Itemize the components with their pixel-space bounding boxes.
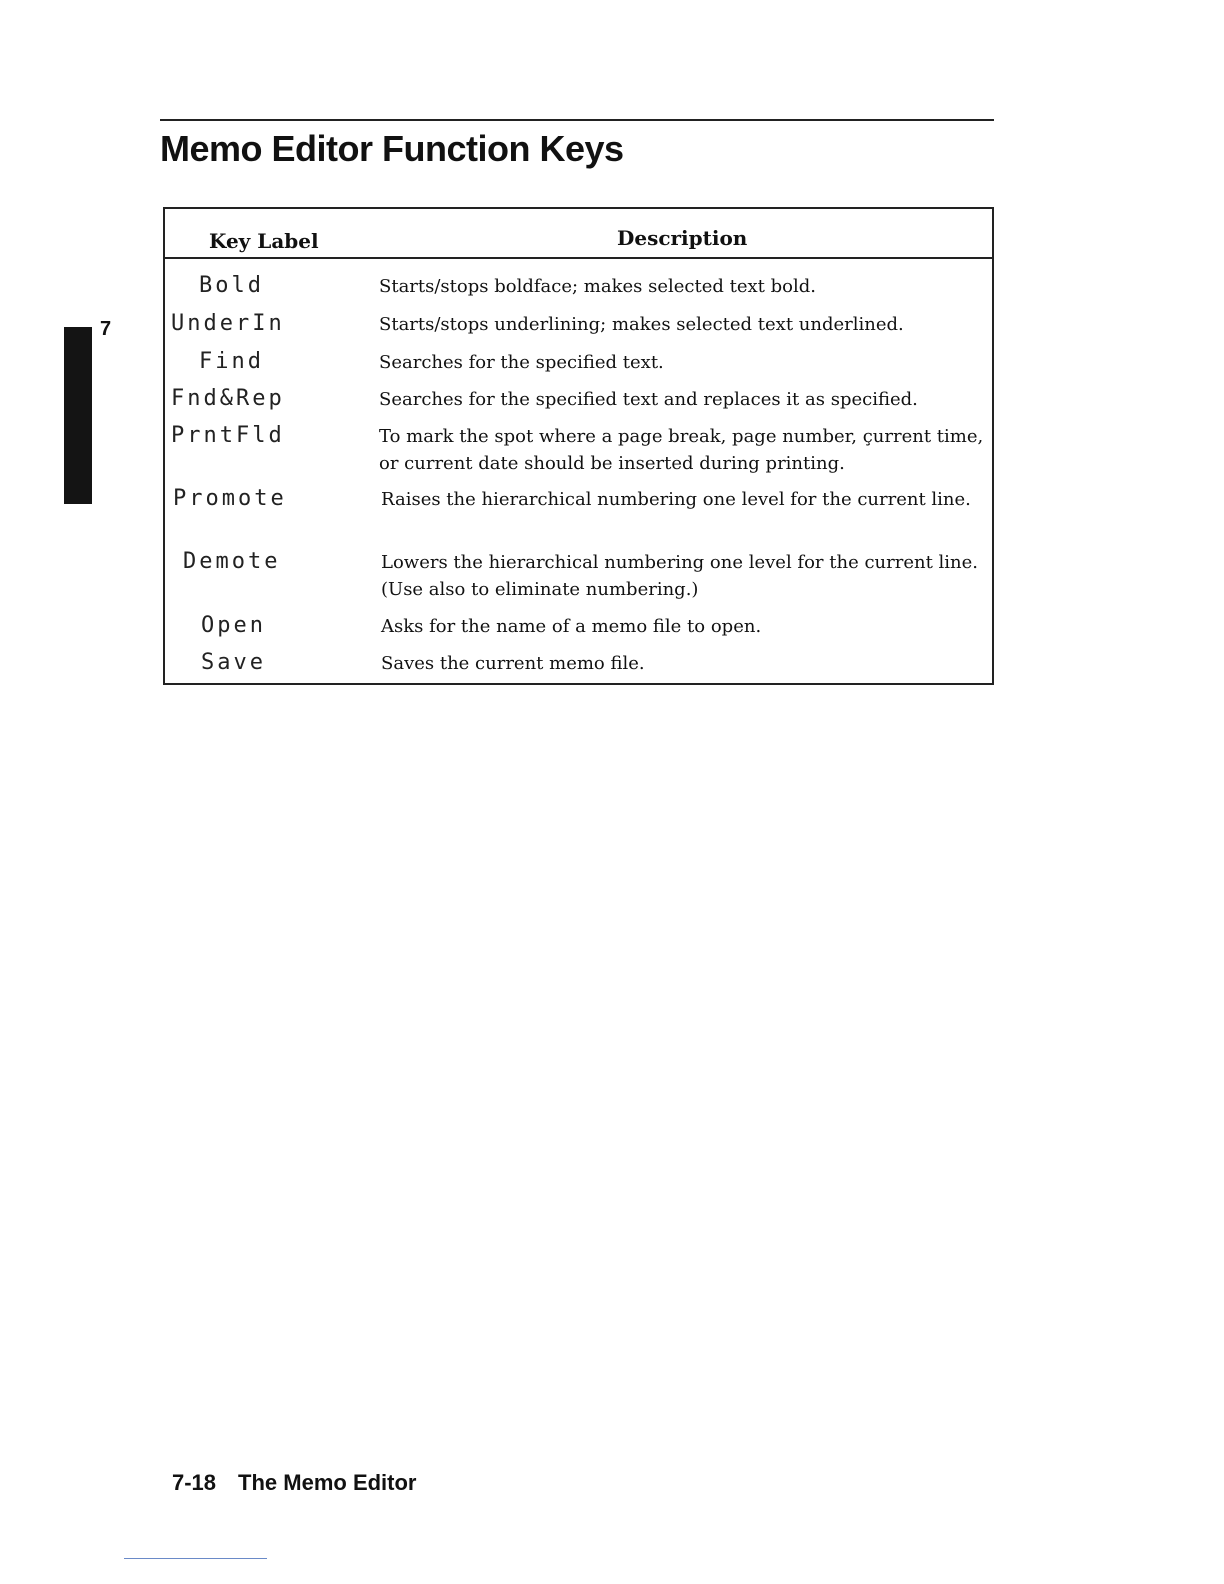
page-footer (172, 1470, 417, 1496)
key-label-prntfld: PrntFld (171, 423, 285, 448)
table-header-row (165, 209, 992, 259)
key-description-bold: Starts/stops boldface; makes selected text bold. (379, 276, 816, 297)
key-label-open: Open (201, 613, 266, 638)
key-description-open: Asks for the name of a memo file to open. (381, 616, 762, 637)
title-rule (160, 119, 994, 121)
header-key-label: Key Label (209, 229, 319, 253)
key-description-save: Saves the current memo file. (381, 653, 645, 674)
key-label-demote: Demote (183, 549, 281, 574)
chapter-tab-number: 7 (100, 318, 112, 340)
header-description: Description (617, 226, 748, 250)
chapter-tab-bar (64, 327, 92, 504)
key-label-fnd-rep: Fnd&Rep (171, 386, 285, 411)
key-description-underln: Starts/stops underlining; makes selected text underlined. (379, 314, 904, 335)
key-label-promote: Promote (173, 486, 287, 511)
key-description-demote: Lowers the hierarchical numbering one level for the current line. (Use also to eliminate numbering.) (381, 552, 979, 600)
footer-page-number: 7-18 (172, 1470, 217, 1495)
key-description-prntfld: To mark the spot where a page break, page number, çurrent time, or current date should be inserted during printing. (379, 426, 984, 474)
key-description-fnd-rep: Searches for the specified text and replaces it as specified. (379, 389, 918, 410)
key-description-promote: Raises the hierarchical numbering one level for the current line. (381, 489, 971, 510)
key-label-save: Save (201, 650, 266, 675)
key-label-find: Find (199, 349, 264, 374)
key-label-bold: Bold (199, 273, 264, 298)
bottom-rule (124, 1558, 267, 1559)
function-keys-table (163, 207, 994, 685)
page-title: Memo Editor Function Keys (160, 128, 624, 169)
key-description-find: Searches for the specified text. (379, 352, 664, 373)
key-label-underln: UnderIn (171, 311, 285, 336)
footer-section-title: The Memo Editor (238, 1470, 417, 1495)
